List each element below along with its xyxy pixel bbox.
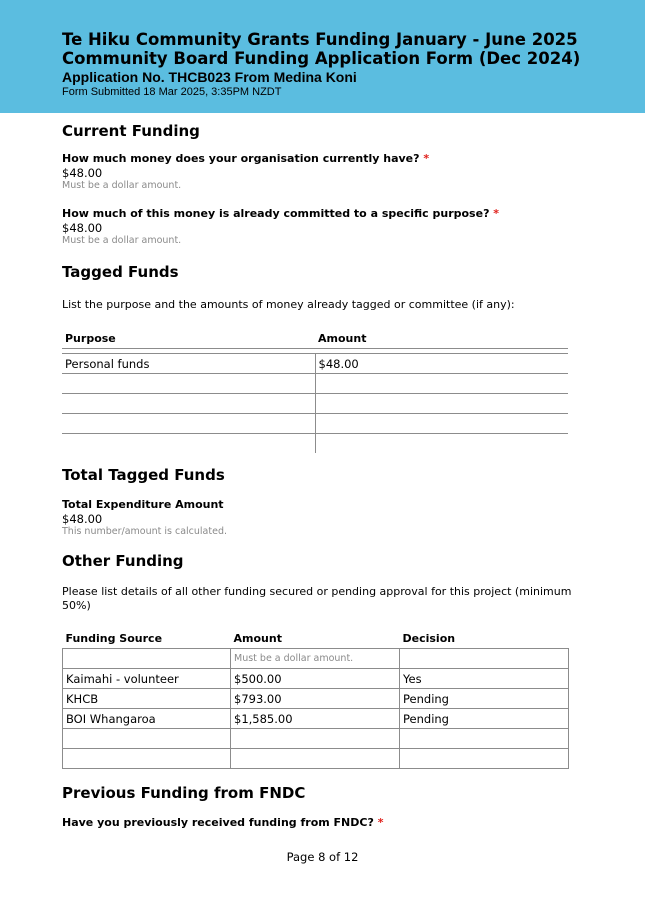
required-marker: * xyxy=(493,207,500,220)
table-row xyxy=(62,434,568,454)
purpose-cell: Personal funds xyxy=(62,354,315,374)
amount-cell xyxy=(231,749,400,769)
field-hint: Must be a dollar amount. xyxy=(62,235,182,246)
question-label: Have you previously received funding from FNDC? xyxy=(62,816,374,829)
answer-value: $48.00 xyxy=(62,166,103,180)
application-number: Application No. THCB023 From Medina Koni xyxy=(62,69,357,85)
table-row xyxy=(63,749,569,769)
amount-hint-cell: Must be a dollar amount. xyxy=(231,649,400,669)
answer-value: $48.00 xyxy=(62,221,103,235)
purpose-cell xyxy=(62,434,315,454)
decision-cell: Yes xyxy=(400,669,569,689)
column-header-amount: Amount xyxy=(318,331,367,345)
funding-source-cell: KHCB xyxy=(63,689,231,709)
table-row xyxy=(62,354,568,374)
section-heading-other-funding: Other Funding xyxy=(62,552,184,570)
section-heading-tagged-funds: Tagged Funds xyxy=(62,263,179,281)
column-header-amount: Amount xyxy=(233,631,282,645)
required-marker: * xyxy=(377,816,384,829)
total-expenditure-field xyxy=(62,498,583,538)
question-committed-money xyxy=(62,207,583,247)
page-number: Page 8 of 12 xyxy=(286,850,359,864)
table-row xyxy=(62,414,568,434)
purpose-cell xyxy=(62,414,315,434)
table-row xyxy=(62,374,568,394)
decision-cell: Pending xyxy=(400,689,569,709)
section-heading-previous-funding: Previous Funding from FNDC xyxy=(62,784,306,802)
table-row xyxy=(63,689,569,709)
form-content xyxy=(0,121,645,830)
field-hint: This number/amount is calculated. xyxy=(62,526,228,537)
question-previous-funding xyxy=(62,816,583,830)
purpose-cell xyxy=(62,374,315,394)
funding-source-cell: Kaimahi - volunteer xyxy=(63,669,231,689)
column-header-decision: Decision xyxy=(402,631,456,645)
question-current-money xyxy=(62,152,583,192)
funding-source-cell xyxy=(63,749,231,769)
table-row xyxy=(63,709,569,729)
tagged-funds-description: List the purpose and the amounts of money already tagged or committee (if any): xyxy=(62,298,515,311)
form-header xyxy=(0,0,645,113)
funding-source-cell: BOI Whangaroa xyxy=(63,709,231,729)
required-marker: * xyxy=(423,152,430,165)
amount-cell xyxy=(315,414,568,434)
decision-cell xyxy=(400,749,569,769)
table-row xyxy=(63,669,569,689)
amount-cell xyxy=(315,374,568,394)
column-header-funding-source: Funding Source xyxy=(65,631,163,645)
table-row xyxy=(62,394,568,414)
amount-cell: $500.00 xyxy=(231,669,400,689)
form-title-line1: Te Hiku Community Grants Funding January - June 2025 xyxy=(62,30,578,49)
column-header-purpose: Purpose xyxy=(65,331,116,345)
amount-cell: $1,585.00 xyxy=(231,709,400,729)
tagged-funds-table xyxy=(62,328,568,453)
table-hint-row xyxy=(63,649,569,669)
section-heading-current-funding: Current Funding xyxy=(62,122,200,140)
funding-source-cell xyxy=(63,729,231,749)
submitted-timestamp: Form Submitted 18 Mar 2025, 3:35PM NZDT xyxy=(62,86,282,98)
amount-cell xyxy=(315,394,568,414)
purpose-cell xyxy=(62,394,315,414)
table-header-row xyxy=(62,328,568,349)
amount-cell: $48.00 xyxy=(315,354,568,374)
field-hint: Must be a dollar amount. xyxy=(62,180,182,191)
question-label: How much money does your organisation currently have? xyxy=(62,152,420,165)
other-funding-table xyxy=(62,628,569,769)
question-label: How much of this money is already committed to a specific purpose? xyxy=(62,207,490,220)
form-title-line2: Community Board Funding Application Form (Dec 2024) xyxy=(62,49,581,68)
decision-cell: Pending xyxy=(400,709,569,729)
amount-cell xyxy=(315,434,568,454)
table-header-row xyxy=(63,628,569,649)
field-value: $48.00 xyxy=(62,512,103,526)
section-heading-total-tagged-funds: Total Tagged Funds xyxy=(62,466,225,484)
field-label: Total Expenditure Amount xyxy=(62,498,224,511)
amount-cell xyxy=(231,729,400,749)
table-row xyxy=(63,729,569,749)
other-funding-description: Please list details of all other funding secured or pending approval for this project (minimum 50%) xyxy=(62,585,572,612)
decision-cell xyxy=(400,729,569,749)
amount-cell: $793.00 xyxy=(231,689,400,709)
